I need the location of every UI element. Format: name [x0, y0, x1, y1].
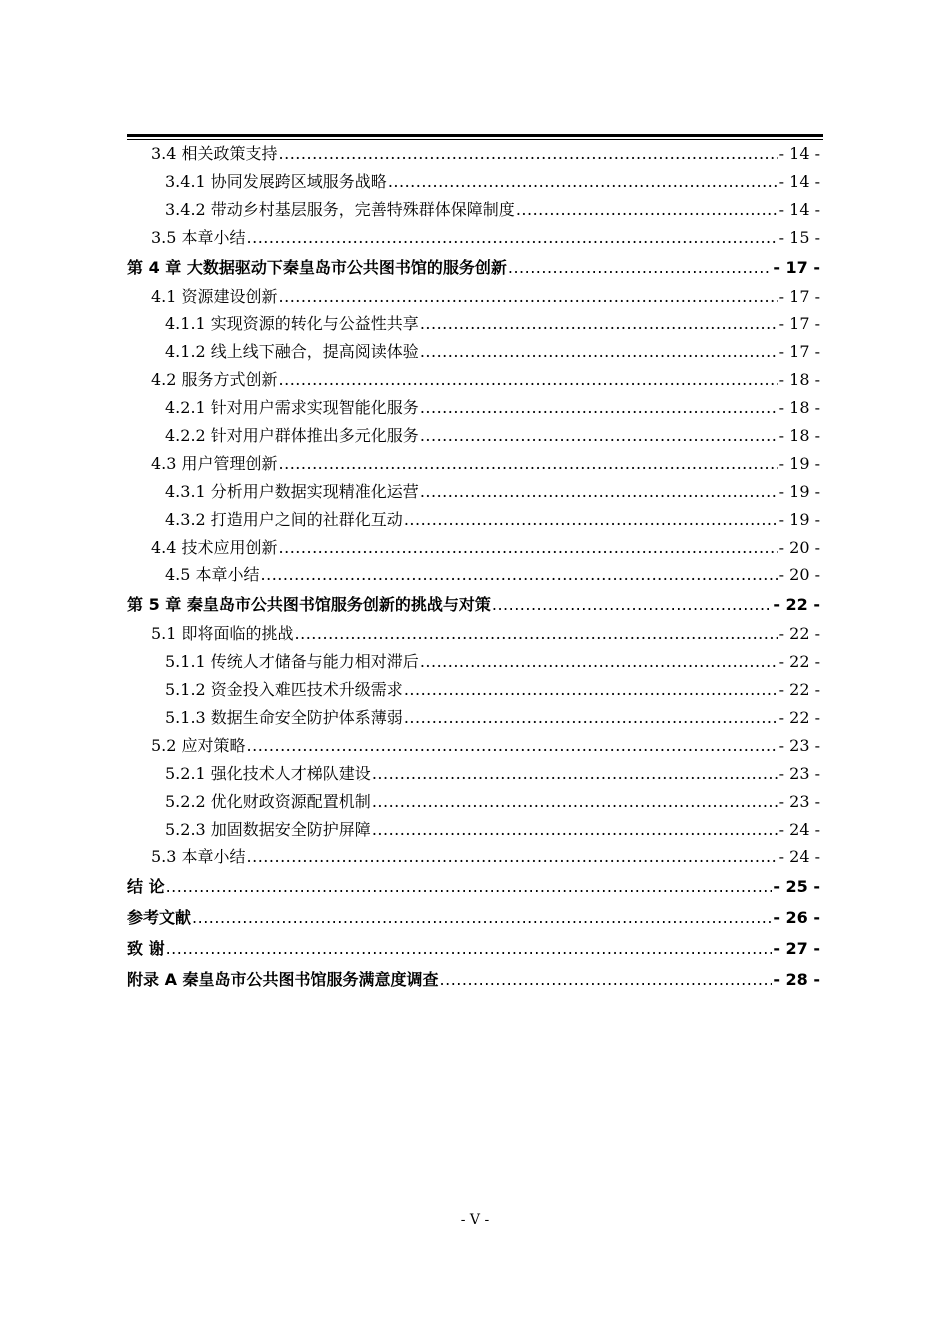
- toc-entry-subsection[interactable]: [127, 561, 820, 589]
- toc-dot-leader: [372, 788, 778, 816]
- toc-entry-page: - 20 -: [778, 537, 820, 557]
- toc-entry-label: 4.1 资源建设创新: [151, 286, 278, 306]
- toc-dot-leader: [420, 338, 778, 366]
- toc-entry-chapter[interactable]: [127, 902, 820, 933]
- toc-entry-chapter[interactable]: [127, 933, 820, 964]
- toc-entry-label: 第 5 章 秦皇岛市公共图书馆服务创新的挑战与对策: [127, 595, 491, 615]
- toc-entry-page: - 14 -: [778, 171, 820, 191]
- toc-entry-label: 4.4 技术应用创新: [151, 537, 278, 557]
- toc-dot-leader: [192, 902, 772, 933]
- toc-entry-section[interactable]: [127, 140, 820, 168]
- toc-entry-label: 4.5 本章小结: [165, 565, 260, 585]
- toc-entry-section[interactable]: [127, 843, 820, 871]
- toc-entry-label: 5.1.2 资金投入难匹技术升级需求: [165, 680, 403, 700]
- toc-entry-page: - 25 -: [773, 877, 820, 897]
- toc-entry-page: - 14 -: [778, 199, 820, 219]
- toc-entry-label: 5.2.1 强化技术人才梯队建设: [165, 763, 371, 783]
- toc-entry-label: 第 4 章 大数据驱动下秦皇岛市公共图书馆的服务创新: [127, 257, 507, 277]
- toc-entry-page: - 23 -: [778, 791, 820, 811]
- toc-entry-label: 3.5 本章小结: [151, 227, 246, 247]
- toc-dot-leader: [247, 224, 778, 252]
- toc-entry-page: - 28 -: [773, 970, 820, 990]
- toc-entry-label: 附录 A 秦皇岛市公共图书馆服务满意度调查: [127, 970, 439, 990]
- toc-dot-leader: [247, 732, 778, 760]
- toc-entry-page: - 19 -: [778, 453, 820, 473]
- toc-entry-label: 5.1 即将面临的挑战: [151, 624, 294, 644]
- toc-entry-subsection[interactable]: [127, 168, 820, 196]
- toc-entry-subsection[interactable]: [127, 478, 820, 506]
- toc-dot-leader: [420, 422, 778, 450]
- toc-dot-leader: [404, 506, 778, 534]
- toc-entry-label: 4.2.1 针对用户需求实现智能化服务: [165, 398, 419, 418]
- toc-entry-subsection[interactable]: [127, 816, 820, 844]
- toc-entry-page: - 24 -: [778, 819, 820, 839]
- toc-entry-page: - 14 -: [778, 144, 820, 163]
- toc-entry-page: - 17 -: [778, 342, 820, 362]
- toc-dot-leader: [279, 283, 778, 311]
- toc-entry-label: 5.2.2 优化财政资源配置机制: [165, 791, 371, 811]
- toc-dot-leader: [166, 933, 773, 964]
- toc-entry-label: 4.3.2 打造用户之间的社群化互动: [165, 509, 403, 529]
- toc-entry-subsection[interactable]: [127, 422, 820, 450]
- toc-entry-label: 致 谢: [127, 939, 165, 959]
- toc-dot-leader: [420, 394, 778, 422]
- toc-dot-leader: [420, 310, 778, 338]
- toc-dot-leader: [404, 704, 778, 732]
- toc-entry-chapter[interactable]: [127, 589, 820, 620]
- toc-entry-subsection[interactable]: [127, 704, 820, 732]
- toc-entry-label: 5.1.3 数据生命安全防护体系薄弱: [165, 708, 403, 728]
- toc-entry-label: 4.1.1 实现资源的转化与公益性共享: [165, 314, 419, 334]
- toc-entry-label: 4.3.1 分析用户数据实现精准化运营: [165, 481, 419, 501]
- toc-entry-page: - 19 -: [778, 509, 820, 529]
- toc-entry-section[interactable]: [127, 732, 820, 760]
- toc-entry-page: - 17 -: [778, 286, 820, 306]
- toc-entry-section[interactable]: [127, 534, 820, 562]
- toc-entry-label: 5.2 应对策略: [151, 735, 246, 755]
- toc-entry-page: - 19 -: [778, 481, 820, 501]
- toc-dot-leader: [279, 140, 778, 168]
- toc-entry-subsection[interactable]: [127, 760, 820, 788]
- toc-entry-page: - 22 -: [778, 708, 820, 728]
- toc-dot-leader: [247, 843, 778, 871]
- header-rule-thick: [127, 134, 823, 137]
- toc-entry-subsection[interactable]: [127, 310, 820, 338]
- toc-dot-leader: [279, 366, 778, 394]
- toc-dot-leader: [166, 871, 773, 902]
- toc-entry-page: - 22 -: [778, 652, 820, 672]
- toc-entry-section[interactable]: [127, 450, 820, 478]
- page-number: - V -: [460, 1212, 490, 1228]
- toc-entry-page: - 18 -: [778, 398, 820, 418]
- toc-entry-page: - 22 -: [773, 595, 820, 615]
- toc-entry-label: 3.4.1 协同发展跨区域服务战略: [165, 171, 387, 191]
- toc-entry-subsection[interactable]: [127, 196, 820, 224]
- toc-entry-section[interactable]: [127, 366, 820, 394]
- toc-entry-page: - 23 -: [778, 763, 820, 783]
- toc-entry-label: 参考文献: [127, 908, 192, 928]
- toc-entry-label: 5.2.3 加固数据安全防护屏障: [165, 819, 371, 839]
- toc-entry-section[interactable]: [127, 620, 820, 648]
- toc-dot-leader: [279, 534, 778, 562]
- toc-entry-page: - 18 -: [778, 370, 820, 390]
- toc-entry-label: 5.3 本章小结: [151, 847, 246, 867]
- toc-entry-subsection[interactable]: [127, 394, 820, 422]
- toc-entry-page: - 15 -: [778, 227, 820, 247]
- toc-dot-leader: [404, 676, 778, 704]
- toc-entry-label: 4.2.2 针对用户群体推出多元化服务: [165, 426, 419, 446]
- toc-entry-page: - 26 -: [773, 908, 820, 928]
- toc-dot-leader: [492, 589, 772, 620]
- toc-dot-leader: [372, 816, 778, 844]
- toc-entry-subsection[interactable]: [127, 788, 820, 816]
- toc-entry-subsection[interactable]: [127, 338, 820, 366]
- toc-dot-leader: [440, 964, 773, 995]
- toc-entry-label: 4.3 用户管理创新: [151, 453, 278, 473]
- toc-entry-label: 5.1.1 传统人才储备与能力相对滞后: [165, 652, 419, 672]
- toc-entry-label: 3.4.2 带动乡村基层服务，完善特殊群体保障制度: [165, 199, 515, 219]
- toc-dot-leader: [420, 648, 778, 676]
- toc-entry-page: - 24 -: [778, 847, 820, 867]
- toc-entry-page: - 27 -: [773, 939, 820, 959]
- toc-entry-page: - 18 -: [778, 426, 820, 446]
- toc-entry-subsection[interactable]: [127, 648, 820, 676]
- toc-entry-page: - 17 -: [773, 257, 820, 277]
- toc-entry-chapter[interactable]: [127, 252, 820, 283]
- toc-entry-subsection[interactable]: [127, 676, 820, 704]
- toc-entry-page: - 20 -: [778, 565, 820, 585]
- toc-entry-section[interactable]: [127, 224, 820, 252]
- toc-entry-label: 结 论: [127, 877, 165, 897]
- toc-entry-chapter[interactable]: [127, 964, 820, 995]
- toc-dot-leader: [516, 196, 778, 224]
- toc-entry-label: 4.2 服务方式创新: [151, 370, 278, 390]
- toc-dot-leader: [372, 760, 778, 788]
- toc-entry-label: 4.1.2 线上线下融合，提高阅读体验: [165, 342, 419, 362]
- toc-entry-page: - 17 -: [778, 314, 820, 334]
- toc-dot-leader: [279, 450, 778, 478]
- toc-dot-leader: [420, 478, 778, 506]
- toc-entry-subsection[interactable]: [127, 506, 820, 534]
- toc-dot-leader: [388, 168, 778, 196]
- toc-entry-page: - 23 -: [778, 735, 820, 755]
- toc-entry-label: 3.4 相关政策支持: [151, 144, 278, 163]
- toc-entry-section[interactable]: [127, 283, 820, 311]
- toc-entry-page: - 22 -: [778, 624, 820, 644]
- toc-dot-leader: [508, 252, 772, 283]
- table-of-contents: [127, 140, 820, 995]
- toc-dot-leader: [261, 561, 778, 589]
- toc-dot-leader: [295, 620, 778, 648]
- toc-entry-chapter[interactable]: [127, 871, 820, 902]
- toc-entry-page: - 22 -: [778, 680, 820, 700]
